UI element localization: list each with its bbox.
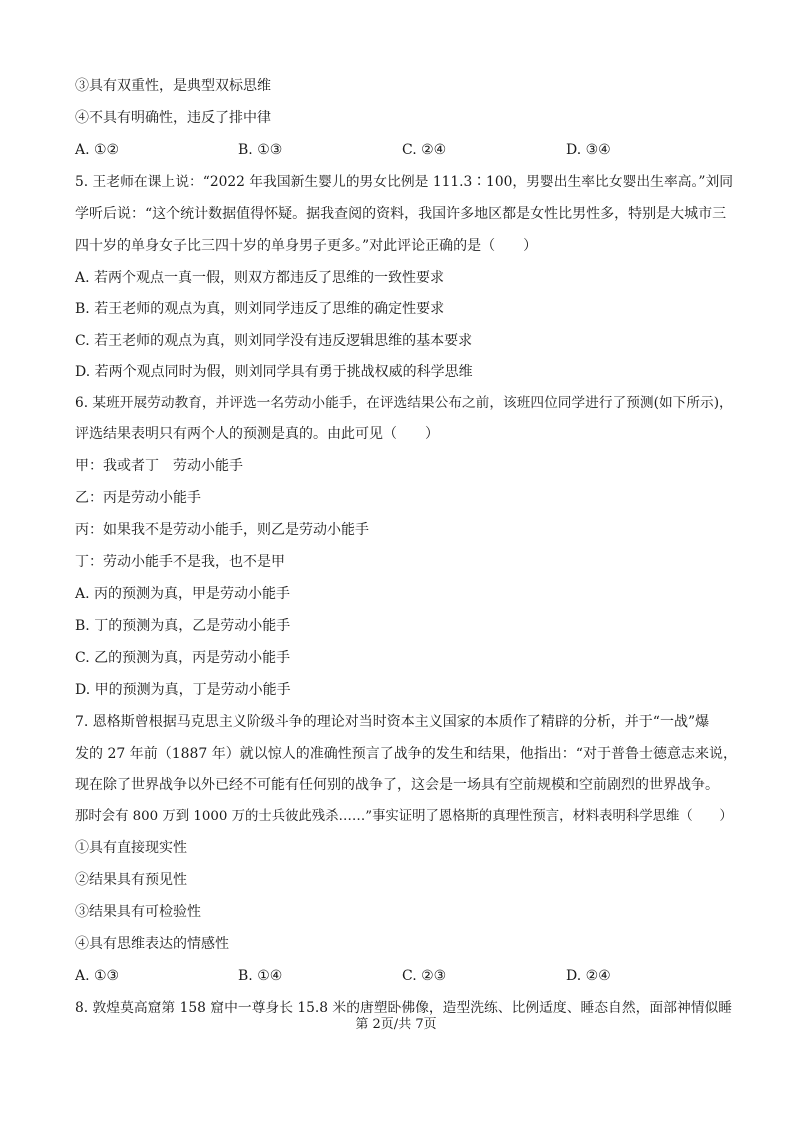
q4-option-b[interactable]: B. ①③ <box>238 142 283 158</box>
page-footer: 第 2页/共 7页 <box>355 1017 437 1032</box>
q5-stem-line-1: 5. 王老师在课上说：“2022 年我国新生婴儿的男女比例是 111.3∶100，男婴出生率比女婴出生率高。”刘同 <box>75 174 734 190</box>
q6-option-d[interactable]: D. 甲的预测为真，丁是劳动小能手 <box>75 682 291 698</box>
q7-stem-line-3: 现在除了世界战争以外已经不可能有任何别的战争了，这会是一场具有空前规模和空前剧烈的世界战争。 <box>75 777 719 793</box>
q7-option-a[interactable]: A. ①③ <box>75 968 120 984</box>
q4-option-c[interactable]: C. ②④ <box>402 142 447 158</box>
q4-option-a[interactable]: A. ①② <box>75 142 120 158</box>
q7-statement-2: ②结果具有预见性 <box>75 872 187 888</box>
q7-option-b[interactable]: B. ①④ <box>238 968 283 984</box>
q6-stem-line-2: 评选结果表明只有两个人的预测是真的。由此可见（ ） <box>75 426 439 442</box>
q5-stem-line-3: 四十岁的单身女子比三四十岁的单身男子更多。”对此评论正确的是（ ） <box>75 238 538 254</box>
q5-option-a[interactable]: A. 若两个观点一真一假，则双方都违反了思维的一致性要求 <box>75 270 445 286</box>
q5-option-c[interactable]: C. 若王老师的观点为真，则刘同学没有违反逻辑思维的基本要求 <box>75 333 473 349</box>
q7-options <box>75 966 740 986</box>
q7-option-c[interactable]: C. ②③ <box>402 968 447 984</box>
q6-option-c[interactable]: C. 乙的预测为真，丙是劳动小能手 <box>75 650 291 666</box>
q7-statement-1: ①具有直接现实性 <box>75 840 187 856</box>
q7-option-d[interactable]: D. ②④ <box>566 968 611 984</box>
q6-prediction-ding: 丁：劳动小能手不是我，也不是甲 <box>75 554 285 570</box>
q6-stem-line-1: 6. 某班开展劳动教育，并评选一名劳动小能手，在评选结果公布之前，该班四位同学进行了预测(如下所示)， <box>75 395 733 411</box>
q4-option-d[interactable]: D. ③④ <box>566 142 611 158</box>
q7-stem-line-1: 7. 恩格斯曾根据马克思主义阶级斗争的理论对当时资本主义国家的本质作了精辟的分析，并于“一战”爆 <box>75 714 710 730</box>
q4-statement-3: ③具有双重性，是典型双标思维 <box>75 78 271 94</box>
q7-statement-3: ③结果具有可检验性 <box>75 904 201 920</box>
q6-prediction-jia: 甲：我或者丁 劳动小能手 <box>75 458 243 474</box>
q6-option-a[interactable]: A. 丙的预测为真，甲是劳动小能手 <box>75 586 291 602</box>
q6-prediction-yi: 乙：丙是劳动小能手 <box>75 490 201 506</box>
q5-option-d[interactable]: D. 若两个观点同时为假，则刘同学具有勇于挑战权威的科学思维 <box>75 364 473 380</box>
q6-prediction-bing: 丙：如果我不是劳动小能手，则乙是劳动小能手 <box>75 522 369 538</box>
q4-statement-4: ④不具有明确性，违反了排中律 <box>75 110 271 126</box>
q7-stem-line-2: 发的 27 年前（1887 年）就以惊人的准确性预言了战争的发生和结果，他指出：“对于普鲁士德意志来说， <box>75 746 737 762</box>
q5-option-b[interactable]: B. 若王老师的观点为真，则刘同学违反了思维的确定性要求 <box>75 301 445 317</box>
q4-options <box>75 140 740 160</box>
q5-stem-line-2: 学听后说：“这个统计数据值得怀疑。据我查阅的资料，我国许多地区都是女性比男性多，特别是大城市三 <box>75 206 727 222</box>
q7-stem-line-4: 那时会有 800 万到 1000 万的士兵彼此残杀……”事实证明了恩格斯的真理性预言，材料表明科学思维（ ） <box>75 809 733 824</box>
q7-statement-4: ④具有思维表达的情感性 <box>75 936 229 952</box>
q8-stem-line-1: 8. 敦煌莫高窟第 158 窟中一尊身长 15.8 米的唐塑卧佛像，造型洗练、比例适度、睡态自然，面部神情似睡 <box>75 1000 733 1016</box>
q6-option-b[interactable]: B. 丁的预测为真，乙是劳动小能手 <box>75 618 291 634</box>
